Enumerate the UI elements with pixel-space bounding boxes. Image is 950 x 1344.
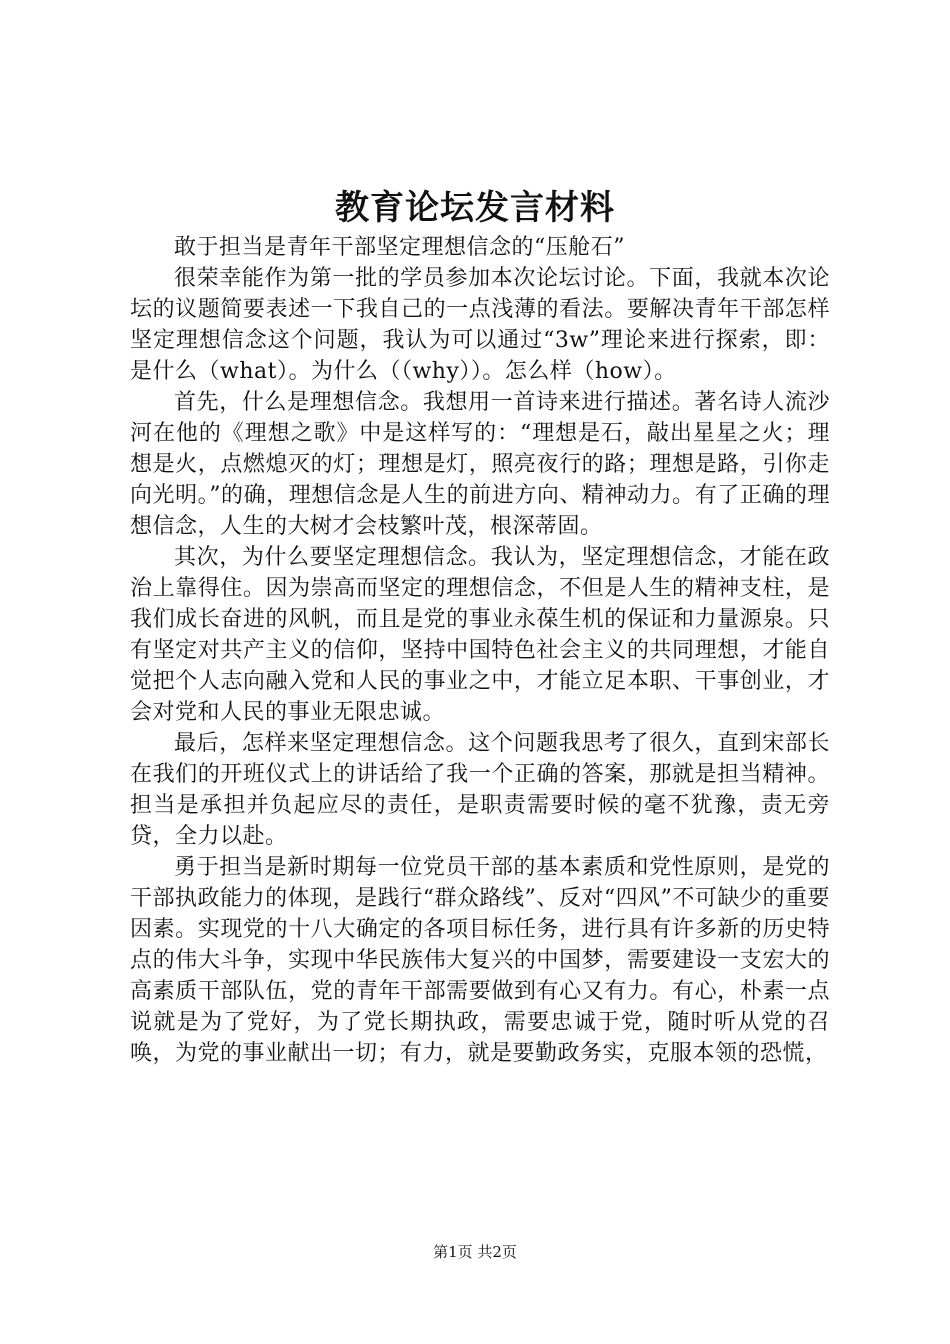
paragraph-what: 首先，什么是理想信念。我想用一首诗来进行描述。著名诗人流沙河在他的《理想之歌》中是这样写的：“理想是石，敲出星星之火；理想是火，点燃熄灭的灯；理想是灯，照亮夜行的路；理想是路，引你走向光明。”的确，理想信念是人生的前进方向、精神动力。有了正确的理想信念，人生的大树才会枝繁叶茂，根深蒂固。 (130, 390, 830, 539)
paragraph-why: 其次，为什么要坚定理想信念。我认为，坚定理想信念，才能在政治上靠得住。因为崇高而坚定的理想信念，不但是人生的精神支柱，是我们成长奋进的风帆，而且是党的事业永葆生机的保证和力量源泉。只有坚定对共产主义的信仰，坚持中国特色社会主义的共同理想，才能自觉把个人志向融入党和人民的事业之中，才能立足本职、干事创业，才会对党和人民的事业无限忠诚。 (130, 545, 830, 725)
paragraph-subtitle: 敢于担当是青年干部坚定理想信念的“压舱石” (174, 235, 625, 260)
paragraph-how: 最后，怎样来坚定理想信念。这个问题我思考了很久，直到宋部长在我们的开班仪式上的讲话给了我一个正确的答案，那就是担当精神。担当是承担并负起应尽的责任，是职责需要时候的毫不犹豫，责无旁贷，全力以赴。 (130, 731, 830, 849)
paragraph-responsibility: 勇于担当是新时期每一位党员干部的基本素质和党性原则，是党的干部执政能力的体现，是践行“群众路线”、反对“四风”不可缺少的重要因素。实现党的十八大确定的各项目标任务，进行具有许多新的历史特点的伟大斗争，实现中华民族伟大复兴的中国梦，需要建设一支宏大的高素质干部队伍，党的青年干部需要做到有心又有力。有心，朴素一点说就是为了党好，为了党长期执政，需要忠诚于党，随时听从党的召唤，为党的事业献出一切；有力，就是要勤政务实，克服本领的恐慌， (130, 855, 830, 1066)
paragraph-intro: 很荣幸能作为第一批的学员参加本次论坛讨论。下面，我就本次论坛的议题简要表述一下我自己的一点浅薄的看法。要解决青年干部怎样坚定理想信念这个问题，我认为可以通过“3w”理论来进行探索，即：是什么（what）。为什么（（why））。怎么样（how）。 (130, 266, 830, 384)
document-body (130, 232, 830, 1069)
document-title: 教育论坛发言材料 (335, 188, 615, 228)
page-footer: 第1页 共2页 (433, 1243, 517, 1261)
